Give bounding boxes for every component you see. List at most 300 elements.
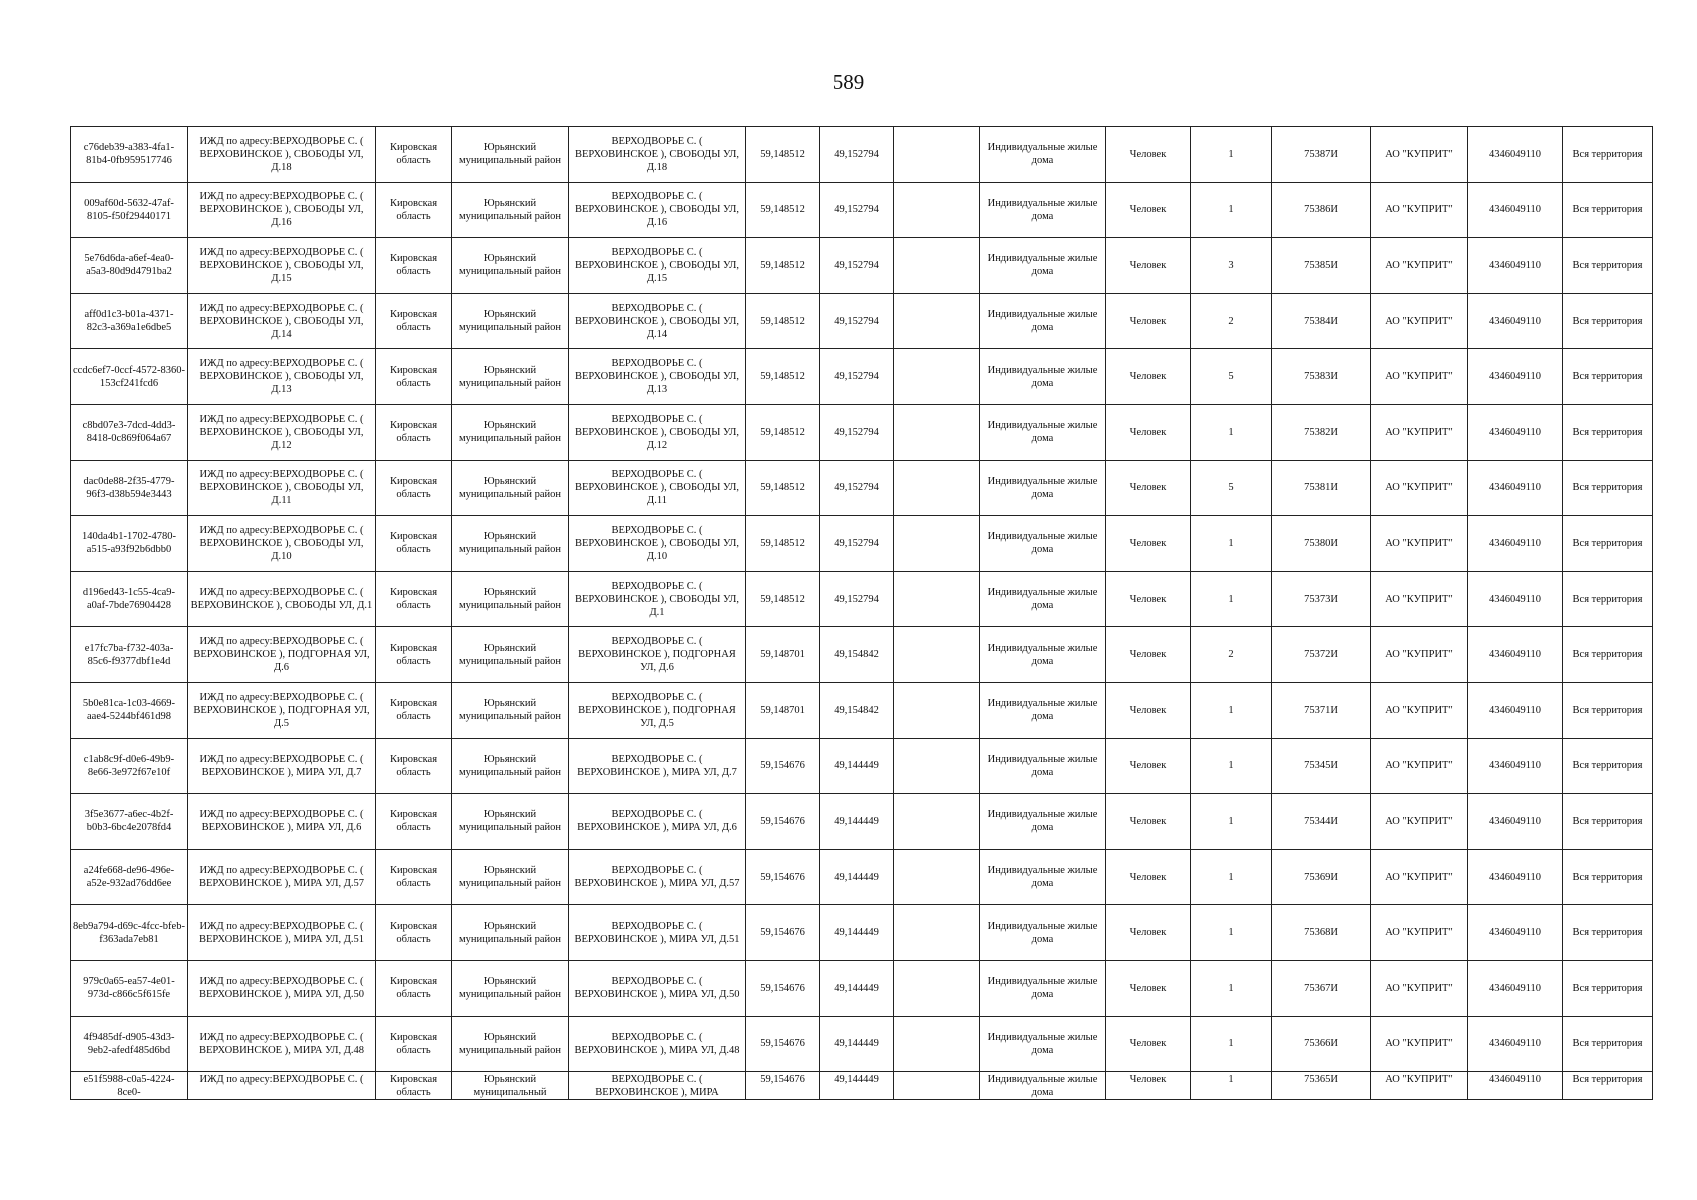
cell-org — [1371, 516, 1468, 572]
cell-org — [1371, 1016, 1468, 1072]
cell-lat-text: 59,148701 — [760, 649, 805, 661]
cell-unit-text: Человек — [1129, 482, 1167, 494]
table-row — [71, 349, 1653, 405]
cell-type-text: Индивидуальные жилые дома — [987, 753, 1098, 778]
cell-district-text: Юрьянский муниципальный район — [458, 475, 562, 500]
cell-lat — [746, 794, 820, 850]
cell-empty — [894, 738, 980, 794]
cell-inn-text: 4346049110 — [1488, 593, 1542, 605]
cell-code-text: 75372И — [1304, 649, 1338, 661]
cell-lon-text: 49,152794 — [834, 482, 879, 494]
cell-address — [569, 404, 746, 460]
cell-unit-text: Человек — [1129, 1074, 1167, 1086]
cell-address — [569, 1072, 746, 1100]
cell-lat-text: 59,148512 — [760, 426, 805, 438]
cell-region-text: Кировская область — [389, 142, 438, 167]
cell-empty — [894, 627, 980, 683]
cell-address-text: ВЕРХОДВОРЬЕ С. ( ВЕРХОВИНСКОЕ ), СВОБОДЫ УЛ, Д.18 — [575, 135, 739, 173]
cell-id — [71, 849, 188, 905]
cell-name — [188, 960, 376, 1016]
cell-org-text: АО "КУПРИТ" — [1385, 537, 1453, 549]
cell-lat-text: 59,154676 — [760, 871, 805, 883]
cell-region — [376, 127, 452, 183]
cell-lat — [746, 849, 820, 905]
cell-territory-text: Вся территория — [1572, 426, 1643, 438]
cell-district — [452, 960, 569, 1016]
cell-count-text: 1 — [1228, 593, 1234, 605]
cell-inn-text: 4346049110 — [1488, 482, 1542, 494]
cell-empty — [894, 1016, 980, 1072]
cell-type — [980, 794, 1106, 850]
cell-address — [569, 293, 746, 349]
cell-inn-text: 4346049110 — [1488, 426, 1542, 438]
cell-code — [1272, 182, 1371, 238]
cell-id — [71, 127, 188, 183]
cell-id — [71, 238, 188, 294]
cell-id-text: 5b0e81ca-1c03-4669-aae4-5244bf461d98 — [82, 698, 176, 723]
cell-inn — [1468, 738, 1563, 794]
cell-region-text: Кировская область — [389, 253, 438, 278]
cell-lon — [820, 182, 894, 238]
cell-district — [452, 738, 569, 794]
cell-region-text: Кировская область — [389, 976, 438, 1001]
cell-lon — [820, 849, 894, 905]
cell-address-text: ВЕРХОДВОРЬЕ С. ( ВЕРХОВИНСКОЕ ), МИРА УЛ, Д.51 — [574, 920, 740, 945]
cell-org-text: АО "КУПРИТ" — [1385, 204, 1453, 216]
cell-count — [1191, 1072, 1272, 1100]
cell-unit-text: Человек — [1129, 148, 1167, 160]
cell-code-text: 75381И — [1304, 482, 1338, 494]
cell-district-text: Юрьянский муниципальный район — [458, 698, 562, 723]
cell-inn-text: 4346049110 — [1488, 982, 1542, 994]
cell-code — [1272, 571, 1371, 627]
cell-region — [376, 516, 452, 572]
cell-code — [1272, 1016, 1371, 1072]
cell-empty — [894, 182, 980, 238]
cell-code-text: 75380И — [1304, 537, 1338, 549]
cell-org-text: АО "КУПРИТ" — [1385, 426, 1453, 438]
cell-lon — [820, 238, 894, 294]
cell-org-text: АО "КУПРИТ" — [1385, 760, 1453, 772]
cell-territory-text: Вся территория — [1572, 760, 1643, 772]
cell-type-text: Индивидуальные жилые дома — [987, 865, 1098, 890]
cell-type-text: Индивидуальные жилые дома — [987, 531, 1098, 556]
cell-code-text: 75365И — [1304, 1074, 1338, 1086]
cell-lat — [746, 738, 820, 794]
cell-count — [1191, 905, 1272, 961]
cell-code-text: 75345И — [1304, 760, 1338, 772]
cell-inn — [1468, 960, 1563, 1016]
cell-count-text: 1 — [1228, 537, 1234, 549]
cell-unit — [1106, 571, 1191, 627]
cell-lon-text: 49,152794 — [834, 259, 879, 271]
cell-code — [1272, 960, 1371, 1016]
cell-lon-text: 49,152794 — [834, 204, 879, 216]
cell-territory-text: Вся территория — [1572, 482, 1643, 494]
cell-lat — [746, 960, 820, 1016]
cell-name-text: ИЖД по адресу:ВЕРХОДВОРЬЕ С. ( ВЕРХОВИНСКОЕ ), СВОБОДЫ УЛ, Д.16 — [199, 191, 364, 229]
cell-lon-text: 49,144449 — [834, 815, 879, 827]
cell-type — [980, 905, 1106, 961]
cell-name-text: ИЖД по адресу:ВЕРХОДВОРЬЕ С. ( ВЕРХОВИНСКОЕ ), СВОБОДЫ УЛ, Д.14 — [199, 302, 364, 340]
cell-count — [1191, 182, 1272, 238]
cell-type — [980, 349, 1106, 405]
cell-type — [980, 571, 1106, 627]
cell-address-text: ВЕРХОДВОРЬЕ С. ( ВЕРХОВИНСКОЕ ), МИРА УЛ, Д.57 — [574, 865, 740, 890]
cell-name-text: ИЖД по адресу:ВЕРХОДВОРЬЕ С. ( ВЕРХОВИНСКОЕ ), СВОБОДЫ УЛ, Д.1 — [190, 587, 373, 612]
cell-count-text: 1 — [1228, 1038, 1234, 1050]
cell-type-text: Индивидуальные жилые дома — [987, 920, 1098, 945]
cell-unit — [1106, 682, 1191, 738]
cell-id — [71, 960, 188, 1016]
table-row — [71, 1072, 1653, 1100]
cell-district — [452, 905, 569, 961]
cell-inn — [1468, 905, 1563, 961]
cell-empty — [894, 682, 980, 738]
cell-unit — [1106, 516, 1191, 572]
cell-address — [569, 627, 746, 683]
cell-count — [1191, 293, 1272, 349]
cell-name-text: ИЖД по адресу:ВЕРХОДВОРЬЕ С. ( — [199, 1074, 364, 1086]
cell-region-text: Кировская область — [389, 698, 438, 723]
cell-address-text: ВЕРХОДВОРЬЕ С. ( ВЕРХОВИНСКОЕ ), МИРА УЛ, Д.50 — [574, 976, 740, 1001]
cell-region-text: Кировская область — [389, 920, 438, 945]
cell-type — [980, 238, 1106, 294]
cell-type-text: Индивидуальные жилые дома — [987, 1074, 1098, 1099]
cell-id — [71, 1016, 188, 1072]
cell-name-text: ИЖД по адресу:ВЕРХОДВОРЬЕ С. ( ВЕРХОВИНСКОЕ ), МИРА УЛ, Д.50 — [199, 976, 364, 1001]
cell-district-text: Юрьянский муниципальный район — [458, 253, 562, 278]
cell-code-text: 75373И — [1304, 593, 1338, 605]
cell-empty — [894, 849, 980, 905]
cell-territory — [1563, 682, 1653, 738]
cell-territory-text: Вся территория — [1572, 371, 1643, 383]
cell-count — [1191, 127, 1272, 183]
cell-type-text: Индивидуальные жилые дома — [987, 976, 1098, 1001]
cell-org — [1371, 738, 1468, 794]
cell-inn-text: 4346049110 — [1488, 1038, 1542, 1050]
cell-name — [188, 627, 376, 683]
cell-name-text: ИЖД по адресу:ВЕРХОДВОРЬЕ С. ( ВЕРХОВИНСКОЕ ), СВОБОДЫ УЛ, Д.15 — [199, 246, 364, 284]
cell-id — [71, 182, 188, 238]
cell-code — [1272, 127, 1371, 183]
cell-region-text: Кировская область — [389, 420, 438, 445]
cell-org-text: АО "КУПРИТ" — [1385, 815, 1453, 827]
cell-lat — [746, 293, 820, 349]
cell-org-text: АО "КУПРИТ" — [1385, 148, 1453, 160]
cell-count — [1191, 516, 1272, 572]
cell-inn — [1468, 349, 1563, 405]
cell-org — [1371, 682, 1468, 738]
cell-inn — [1468, 627, 1563, 683]
cell-empty — [894, 238, 980, 294]
cell-org-text: АО "КУПРИТ" — [1385, 927, 1453, 939]
cell-unit — [1106, 182, 1191, 238]
cell-territory — [1563, 960, 1653, 1016]
cell-unit — [1106, 349, 1191, 405]
cell-code-text: 75366И — [1304, 1038, 1338, 1050]
cell-lat-text: 59,148512 — [760, 593, 805, 605]
cell-org — [1371, 127, 1468, 183]
cell-id — [71, 794, 188, 850]
cell-code — [1272, 849, 1371, 905]
cell-inn-text: 4346049110 — [1488, 315, 1542, 327]
cell-unit-text: Человек — [1129, 871, 1167, 883]
cell-type-text: Индивидуальные жилые дома — [987, 142, 1098, 167]
cell-district-text: Юрьянский муниципальный район — [458, 976, 562, 1001]
cell-district-text: Юрьянский муниципальный район — [458, 142, 562, 167]
cell-unit-text: Человек — [1129, 982, 1167, 994]
cell-id-text: e17fc7ba-f732-403a-85c6-f9377dbf1e4d — [84, 642, 174, 667]
cell-lat-text: 59,148512 — [760, 315, 805, 327]
cell-unit-text: Человек — [1129, 704, 1167, 716]
cell-code-text: 75369И — [1304, 871, 1338, 883]
cell-empty — [894, 794, 980, 850]
cell-org — [1371, 571, 1468, 627]
cell-count-text: 2 — [1228, 649, 1234, 661]
cell-count-text: 3 — [1228, 259, 1234, 271]
cell-region-text: Кировская область — [389, 1074, 438, 1099]
cell-address — [569, 794, 746, 850]
cell-id — [71, 293, 188, 349]
cell-lat — [746, 627, 820, 683]
cell-lon — [820, 905, 894, 961]
cell-address-text: ВЕРХОДВОРЬЕ С. ( ВЕРХОВИНСКОЕ ), ПОДГОРНАЯ УЛ, Д.5 — [578, 691, 736, 729]
table-row — [71, 127, 1653, 183]
cell-district — [452, 571, 569, 627]
cell-type-text: Индивидуальные жилые дома — [987, 809, 1098, 834]
cell-lat-text: 59,148512 — [760, 204, 805, 216]
cell-region — [376, 349, 452, 405]
cell-id — [71, 571, 188, 627]
cell-org — [1371, 293, 1468, 349]
cell-territory — [1563, 460, 1653, 516]
cell-territory — [1563, 238, 1653, 294]
cell-region-text: Кировская область — [389, 475, 438, 500]
cell-district-text: Юрьянский муниципальный район — [458, 197, 562, 222]
cell-count-text: 1 — [1228, 927, 1234, 939]
cell-name — [188, 849, 376, 905]
cell-unit-text: Человек — [1129, 815, 1167, 827]
cell-code — [1272, 516, 1371, 572]
cell-type — [980, 516, 1106, 572]
cell-unit-text: Человек — [1129, 649, 1167, 661]
cell-inn-text: 4346049110 — [1488, 871, 1542, 883]
cell-address — [569, 1016, 746, 1072]
cell-unit — [1106, 794, 1191, 850]
cell-lon — [820, 1072, 894, 1100]
cell-lat-text: 59,148512 — [760, 537, 805, 549]
cell-address — [569, 960, 746, 1016]
cell-id-text: 140da4b1-1702-4780-a515-a93f92b6dbb0 — [82, 531, 176, 556]
table-row — [71, 293, 1653, 349]
cell-code-text: 75371И — [1304, 704, 1338, 716]
cell-inn-text: 4346049110 — [1488, 1074, 1542, 1086]
cell-region — [376, 238, 452, 294]
cell-lon — [820, 794, 894, 850]
cell-unit-text: Человек — [1129, 1038, 1167, 1050]
cell-region — [376, 571, 452, 627]
cell-id-text: c76deb39-a383-4fa1-81b4-0fb959517746 — [83, 142, 175, 167]
cell-unit — [1106, 1016, 1191, 1072]
cell-lat — [746, 571, 820, 627]
cell-lat — [746, 1072, 820, 1100]
cell-type — [980, 293, 1106, 349]
cell-type-text: Индивидуальные жилые дома — [987, 475, 1098, 500]
cell-lat — [746, 460, 820, 516]
cell-lat — [746, 1016, 820, 1072]
registry-table — [70, 126, 1653, 1100]
cell-org — [1371, 627, 1468, 683]
cell-lon-text: 49,144449 — [834, 982, 879, 994]
cell-org — [1371, 849, 1468, 905]
cell-id — [71, 460, 188, 516]
cell-name — [188, 182, 376, 238]
cell-inn-text: 4346049110 — [1488, 815, 1542, 827]
cell-type — [980, 127, 1106, 183]
cell-region-text: Кировская область — [389, 753, 438, 778]
cell-org-text: АО "КУПРИТ" — [1385, 1074, 1453, 1086]
cell-inn — [1468, 516, 1563, 572]
cell-address — [569, 905, 746, 961]
cell-name — [188, 404, 376, 460]
cell-inn-text: 4346049110 — [1488, 649, 1542, 661]
cell-region — [376, 293, 452, 349]
cell-unit — [1106, 960, 1191, 1016]
cell-type — [980, 738, 1106, 794]
cell-address — [569, 738, 746, 794]
cell-district-text: Юрьянский муниципальный район — [458, 420, 562, 445]
cell-lon-text: 49,152794 — [834, 148, 879, 160]
cell-lon-text: 49,144449 — [834, 927, 879, 939]
cell-code — [1272, 794, 1371, 850]
table-row — [71, 182, 1653, 238]
cell-region — [376, 627, 452, 683]
cell-unit — [1106, 905, 1191, 961]
cell-org-text: АО "КУПРИТ" — [1385, 593, 1453, 605]
cell-lon — [820, 1016, 894, 1072]
cell-region-text: Кировская область — [389, 1031, 438, 1056]
cell-unit — [1106, 127, 1191, 183]
cell-org-text: АО "КУПРИТ" — [1385, 704, 1453, 716]
cell-address — [569, 349, 746, 405]
cell-territory — [1563, 905, 1653, 961]
cell-district-text: Юрьянский муниципальный — [473, 1074, 547, 1099]
cell-empty — [894, 571, 980, 627]
cell-district — [452, 238, 569, 294]
cell-district — [452, 627, 569, 683]
cell-district-text: Юрьянский муниципальный район — [458, 865, 562, 890]
cell-lon — [820, 627, 894, 683]
cell-lat — [746, 182, 820, 238]
cell-lon-text: 49,152794 — [834, 371, 879, 383]
cell-count-text: 1 — [1228, 204, 1234, 216]
cell-org-text: АО "КУПРИТ" — [1385, 871, 1453, 883]
cell-inn-text: 4346049110 — [1488, 148, 1542, 160]
cell-region — [376, 960, 452, 1016]
cell-territory — [1563, 1072, 1653, 1100]
cell-lon — [820, 404, 894, 460]
cell-region-text: Кировская область — [389, 364, 438, 389]
cell-inn-text: 4346049110 — [1488, 204, 1542, 216]
cell-lat — [746, 905, 820, 961]
cell-address — [569, 460, 746, 516]
cell-id — [71, 516, 188, 572]
cell-inn — [1468, 794, 1563, 850]
cell-inn — [1468, 460, 1563, 516]
cell-lon — [820, 460, 894, 516]
cell-inn — [1468, 238, 1563, 294]
table-row — [71, 849, 1653, 905]
cell-count — [1191, 682, 1272, 738]
cell-lon-text: 49,144449 — [834, 1038, 879, 1050]
cell-address — [569, 238, 746, 294]
cell-count — [1191, 738, 1272, 794]
cell-territory — [1563, 127, 1653, 183]
cell-count-text: 1 — [1228, 760, 1234, 772]
cell-code — [1272, 349, 1371, 405]
cell-name-text: ИЖД по адресу:ВЕРХОДВОРЬЕ С. ( ВЕРХОВИНСКОЕ ), СВОБОДЫ УЛ, Д.11 — [199, 469, 364, 507]
cell-type — [980, 960, 1106, 1016]
cell-name — [188, 738, 376, 794]
cell-name — [188, 1016, 376, 1072]
cell-name-text: ИЖД по адресу:ВЕРХОДВОРЬЕ С. ( ВЕРХОВИНСКОЕ ), СВОБОДЫ УЛ, Д.18 — [199, 135, 364, 173]
cell-lon-text: 49,144449 — [834, 760, 879, 772]
cell-code-text: 75387И — [1304, 148, 1338, 160]
cell-inn-text: 4346049110 — [1488, 371, 1542, 383]
cell-lon — [820, 571, 894, 627]
cell-lon-text: 49,152794 — [834, 315, 879, 327]
cell-code-text: 75386И — [1304, 204, 1338, 216]
cell-id — [71, 738, 188, 794]
cell-address — [569, 127, 746, 183]
cell-org — [1371, 960, 1468, 1016]
cell-org-text: АО "КУПРИТ" — [1385, 482, 1453, 494]
cell-count-text: 1 — [1228, 982, 1234, 994]
cell-unit-text: Человек — [1129, 426, 1167, 438]
cell-unit-text: Человек — [1129, 259, 1167, 271]
cell-id — [71, 905, 188, 961]
cell-count — [1191, 349, 1272, 405]
cell-name — [188, 682, 376, 738]
cell-code-text: 75367И — [1304, 982, 1338, 994]
cell-inn — [1468, 682, 1563, 738]
cell-name-text: ИЖД по адресу:ВЕРХОДВОРЬЕ С. ( ВЕРХОВИНСКОЕ ), МИРА УЛ, Д.57 — [199, 865, 364, 890]
table-row — [71, 516, 1653, 572]
cell-territory-text: Вся территория — [1572, 871, 1643, 883]
cell-territory — [1563, 516, 1653, 572]
cell-territory-text: Вся территория — [1572, 815, 1643, 827]
cell-count-text: 1 — [1228, 1074, 1234, 1086]
cell-territory-text: Вся территория — [1572, 537, 1643, 549]
cell-unit — [1106, 404, 1191, 460]
cell-org — [1371, 905, 1468, 961]
cell-territory — [1563, 349, 1653, 405]
cell-org — [1371, 404, 1468, 460]
cell-name — [188, 127, 376, 183]
cell-unit-text: Человек — [1129, 204, 1167, 216]
cell-lat-text: 59,154676 — [760, 927, 805, 939]
cell-lat-text: 59,148512 — [760, 482, 805, 494]
cell-id-text: c1ab8c9f-d0e6-49b9-8e66-3e972f67e10f — [83, 753, 175, 778]
cell-district — [452, 682, 569, 738]
cell-lon — [820, 682, 894, 738]
cell-unit-text: Человек — [1129, 593, 1167, 605]
cell-count — [1191, 960, 1272, 1016]
cell-empty — [894, 1072, 980, 1100]
cell-region-text: Кировская область — [389, 642, 438, 667]
cell-id-text: d196ed43-1c55-4ca9-a0af-7bde76904428 — [82, 587, 176, 612]
